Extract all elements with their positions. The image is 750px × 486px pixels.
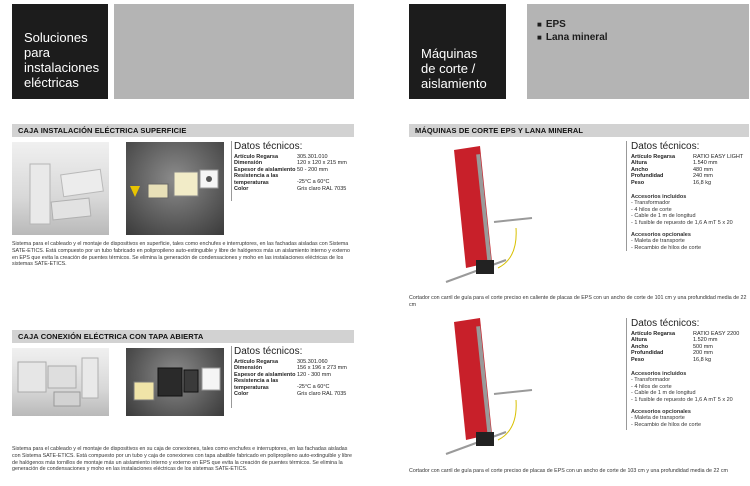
spec-list	[234, 154, 362, 192]
bullet-list	[527, 4, 749, 44]
spec-value: 480 mm	[693, 166, 713, 173]
accessory-item: - Maleta de transporte	[631, 238, 685, 245]
spec-key: Altura	[631, 160, 647, 167]
spec-key: Color	[234, 186, 249, 193]
spec-key: Dimensión	[234, 160, 263, 167]
optional-title: Accesorios opcionales	[631, 409, 691, 416]
product-photo-surface-box	[12, 142, 109, 235]
accessory-item: - Transformador	[631, 200, 671, 207]
tech-title: Datos técnicos:	[234, 346, 303, 357]
tech-title: Datos técnicos:	[234, 141, 303, 152]
cutting-machine-illustration	[436, 316, 536, 464]
product-photo-surface-box-install	[126, 142, 224, 235]
spec-value: 16,8 kg	[693, 179, 712, 186]
spec-value: -25°C a 60°C	[297, 384, 330, 391]
section-heading: MÁQUINAS DE CORTE EPS Y LANA MINERAL	[409, 124, 749, 137]
spec-key: Peso	[631, 179, 645, 186]
hero-title-line: Máquinas	[421, 46, 478, 61]
spec-key: Profundidad	[631, 173, 664, 180]
section-heading: CAJA INSTALACIÓN ELÉCTRICA SUPERFICIE	[12, 124, 354, 137]
spec-value: Gris claro RAL 7035	[297, 391, 347, 398]
spec-key: Ancho	[631, 166, 649, 173]
bullet-item: ■ EPS	[537, 18, 749, 31]
accessory-item: - 4 hilos de corte	[631, 206, 672, 213]
accessory-item: - Recambio de hilos de corte	[631, 244, 702, 251]
spec-value: 50 - 200 mm	[297, 166, 328, 173]
hero-title-line: de corte /	[421, 61, 476, 76]
spec-key: Profundidad	[631, 350, 664, 357]
hero-title-line: instalaciones	[24, 60, 100, 75]
spec-value: 1.540 mm	[693, 160, 718, 167]
machine-caption: Cortador con carril de guía para el corte preciso de placas de EPS con un ancho de corte de 103 cm y una profundidad media de 22 cm	[409, 468, 728, 474]
hero-title-line: aislamiento	[421, 76, 487, 91]
spec-value: 16,8 kg	[693, 356, 712, 363]
bullet-item: ■ Lana mineral	[537, 31, 749, 44]
product-photo-connection-box	[12, 348, 109, 416]
machine-photo-easy-2200	[436, 316, 536, 464]
spec-key: Espesor de aislamiento	[234, 371, 296, 378]
install-illustration	[126, 142, 224, 235]
connection-install-illustration	[126, 348, 224, 416]
spec-value: 1.520 mm	[693, 337, 718, 344]
included-title: Accesorios incluidos	[631, 371, 687, 378]
spec-value: 305.301.010	[297, 154, 328, 160]
spec-key: Artículo Regarsa	[631, 331, 676, 337]
machine-caption: Cortador con carril de guía para el corte preciso en caliente de placas de EPS con un ancho de corte de 101 cm y una profundidad media de 22 cm	[409, 295, 747, 308]
left-hero-grey-block	[114, 4, 354, 99]
tech-specs-panel	[231, 141, 362, 201]
included-accessories	[631, 371, 750, 403]
included-title: Accesorios incluidos	[631, 194, 687, 201]
accessory-item: - Transformador	[631, 377, 671, 384]
accessory-item: - Recambio de hilos de corte	[631, 421, 702, 428]
accessory-item: - 1 fusible de repuesto de 1,6 A mT 5 x 20	[631, 396, 733, 403]
spec-key: Altura	[631, 337, 647, 344]
right-hero-title-block	[409, 4, 506, 99]
hero-title-line: eléctricas	[24, 75, 79, 90]
optional-title: Accesorios opcionales	[631, 232, 691, 239]
accessory-item: - Cable de 1 m de longitud	[631, 213, 696, 220]
spec-key: Artículo Regarsa	[234, 154, 279, 160]
spec-list	[631, 331, 750, 363]
product-description: Sistema para el cableado y el montaje de dispositivos en su caja de conexiones, tales como enchufes e interruptores, en las fachadas aisladas con Sistema SATE-ETICS. Está compuesto por un tubo y caja de conexiones con tapa abatible fabricado en polipropileno auto-extinguible y libre de halógenos más tornillos de montaje más un aislamiento interno y externo en EPS que evita la creación de puentes térmicos. Se elimina la generación de condensaciones y moho en las instalaciones eléctricas de los sistemas SATE-ETICS.	[12, 446, 352, 473]
tech-specs-panel	[626, 318, 750, 430]
spec-value: -25°C a 60°C	[297, 179, 330, 186]
spec-key: Resistencia a las temperaturas	[234, 173, 279, 186]
tech-specs-panel	[626, 141, 750, 251]
accessory-item: - 1 fusible de repuesto de 1,6 A mT 5 x 20	[631, 219, 733, 226]
spec-key: Artículo Regarsa	[234, 359, 279, 365]
spec-key: Espesor de aislamiento	[234, 166, 296, 173]
cutting-machine-illustration	[436, 142, 536, 292]
spec-value: 305.301.060	[297, 359, 328, 365]
spec-list	[631, 154, 750, 186]
spec-key: Peso	[631, 356, 645, 363]
connection-box-illustration	[12, 348, 109, 416]
spec-key: Ancho	[631, 343, 649, 350]
hero-title-line: Soluciones	[24, 30, 88, 45]
spec-value: 500 mm	[693, 343, 713, 350]
spec-value: 156 x 196 x 273 mm	[297, 365, 347, 372]
spec-list	[234, 359, 362, 397]
spec-value: 240 mm	[693, 173, 713, 180]
spec-value: 120 x 120 x 215 mm	[297, 160, 347, 167]
hero-title-line: para	[24, 45, 51, 60]
product-photo-connection-box-install	[126, 348, 224, 416]
optional-accessories	[631, 232, 750, 251]
tech-specs-panel	[231, 346, 362, 408]
tech-title: Datos técnicos:	[631, 318, 700, 329]
surface-box-illustration	[12, 142, 109, 235]
included-accessories	[631, 194, 750, 226]
spec-value: RATIO EASY LIGHT	[693, 154, 744, 160]
spec-key: Color	[234, 391, 249, 398]
spec-value: 120 - 300 mm	[297, 371, 331, 378]
spec-value: RATIO EASY 2200	[693, 331, 740, 337]
accessory-item: - 4 hilos de corte	[631, 383, 672, 390]
accessory-item: - Cable de 1 m de longitud	[631, 390, 696, 397]
spec-value: Gris claro RAL 7035	[297, 186, 347, 193]
tech-title: Datos técnicos:	[631, 141, 700, 152]
optional-accessories	[631, 409, 750, 428]
right-hero-grey-block	[527, 4, 749, 99]
spec-key: Resistencia a las temperaturas	[234, 378, 279, 391]
product-description: Sistema para el cableado y el montaje de dispositivos en superficie, tales como enchufes e interruptores, en las fachadas aisladas con Sistema SATE-ETICS. Está compuesto por un tubo fabricado en polipropileno auto-extinguible y libre de halógenos más un aislamiento interno y externo en EPS que evita la creación de puentes térmicos. Se elimina la generación de condensaciones y moho en las instalaciones eléctricas de los sistemas SATE-ETICS.	[12, 241, 350, 268]
spec-key: Dimensión	[234, 365, 263, 372]
machine-photo-easy-light	[436, 142, 536, 292]
accessory-item: - Maleta de transporte	[631, 415, 685, 422]
section-heading: CAJA CONEXIÓN ELÉCTRICA CON TAPA ABIERTA	[12, 330, 354, 343]
spec-value: 200 mm	[693, 350, 713, 357]
spec-key: Artículo Regarsa	[631, 154, 676, 160]
left-hero-title-block	[12, 4, 108, 99]
